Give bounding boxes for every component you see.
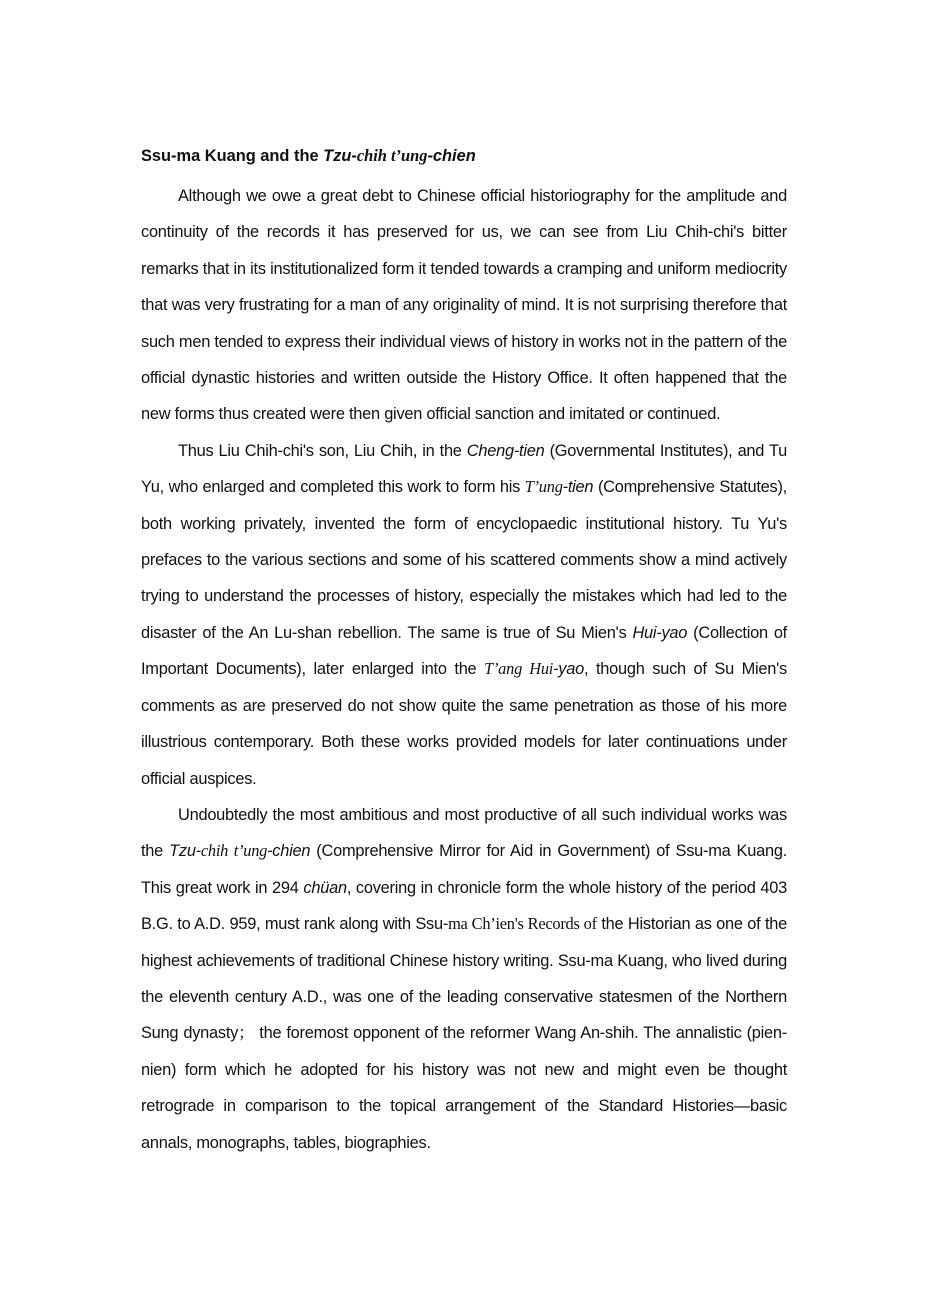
document-page (141, 142, 787, 1161)
p2-italic-title: Cheng-tien (466, 441, 545, 460)
p3-italic-title: Tzu- (169, 842, 201, 861)
p2-italic-title: -yao (553, 660, 584, 679)
heading-title-italic: Tzu- (323, 147, 357, 165)
p2-text: (Comprehensive Statutes), both working privately, invented the form of encyclopaedic institutional history. Tu Yu's prefaces to the various sections and some of his scattered comments show a mind actively trying to understand the processes of history, especially the mistakes which had led to the disaster of the An Lu-shan rebellion. The same is true of Su Mien's (141, 478, 787, 642)
paragraph-3 (141, 797, 787, 1161)
p2-italic-title: Hui-yao (632, 623, 688, 642)
p3-text: , covering in chronicle form the whole history of the period 403 B.G. to A.D. 959, must rank along with Ssu- (141, 878, 788, 934)
p3-serif-text: ma Ch’ien's Records of (448, 914, 597, 934)
section-heading (141, 142, 787, 170)
paragraph-2 (141, 433, 787, 797)
p3-text: Undoubtedly the most ambitious and most productive of all such individual works was the (141, 805, 787, 861)
p2-italic-serif: T’ung (524, 477, 563, 497)
p3-italic-term: chüan (303, 878, 347, 897)
p2-italic-title: -tien (562, 478, 594, 497)
p3-italic-serif: chih t’ung (200, 841, 268, 861)
p2-text: (Governmental Institutes), and Tu Yu, who enlarged and completed this work to form his (141, 441, 787, 497)
p3-italic-title: -chien (267, 842, 311, 861)
heading-title-serif: chih t’ung (356, 146, 428, 165)
p3-text: the Historian as one of the highest achievements of traditional Chinese history writing. Ssu-ma Kuang, who lived during the eleventh century A.D., was one of the leading conservative statesmen of the Northern Sung dynasty； the foremost opponent of the reformer Wang An-shih. The annalistic (pien-nien) form which he adopted for his history was not new and might even be thought retrograde in comparison to the topical arrangement of the Standard Histories—basic annals, monographs, tables, biographies. (141, 915, 787, 1152)
p2-text: Thus Liu Chih-chi's son, Liu Chih, in the (178, 441, 467, 460)
heading-text: Ssu-ma Kuang and the (141, 147, 324, 165)
p2-italic-serif: T’ang Hui (484, 659, 554, 679)
p3-text: (Comprehensive Mirror for Aid in Government) of Ssu-ma Kuang. This great work in 294 (141, 842, 788, 897)
p2-text: (Collection of Important Documents), later enlarged into the (141, 623, 787, 679)
paragraph-1: Although we owe a great debt to Chinese official historiography for the amplitude and continuity of the records it has preserved for us, we can see from Liu Chih-chi's bitter remarks that in its institutionalized form it tended towards a cramping and uniform mediocrity that was very frustrating for a man of any originality of mind. It is not surprising therefore that such men tended to express their individual views of history in works not in the pattern of the official dynastic histories and written outside the History Office. It often happened that the new forms thus created were then given official sanction and imitated or continued. (141, 187, 787, 424)
heading-title-italic-end: -chien (427, 147, 476, 165)
p2-text: , though such of Su Mien's comments as are preserved do not show quite the same penetration as those of his more illustrious contemporary. Both these works provided models for later continuations under official auspices. (141, 660, 787, 788)
